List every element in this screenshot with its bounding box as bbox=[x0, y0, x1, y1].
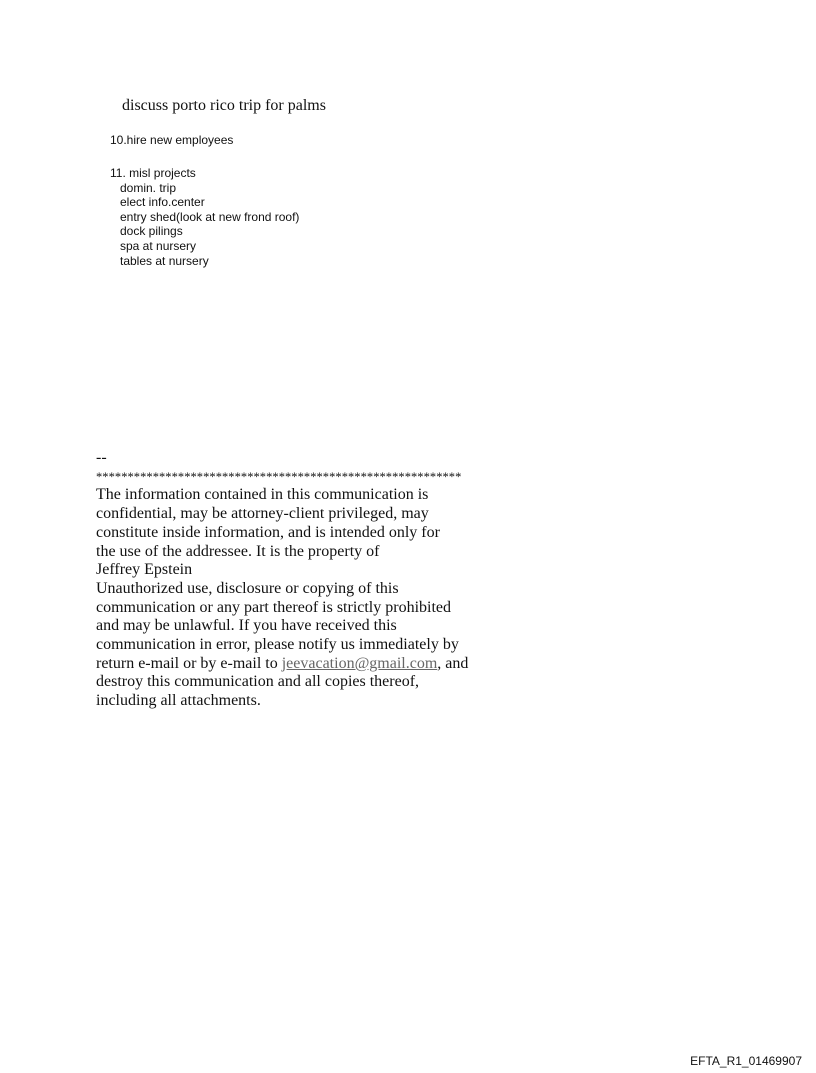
footer-line: communication or any part thereof is strictly prohibited bbox=[96, 598, 452, 616]
footer-line: the use of the addressee. It is the property of bbox=[96, 542, 380, 560]
footer-email-line bbox=[96, 655, 616, 674]
footer-line: Jeffrey Epstein bbox=[96, 561, 193, 579]
list-item: dock pilings bbox=[120, 224, 183, 239]
list-item: spa at nursery bbox=[120, 238, 197, 253]
footer-line: constitute inside information, and is intended only for bbox=[96, 523, 440, 541]
confidentiality-footer bbox=[96, 449, 616, 711]
footer-line: including all attachments. bbox=[96, 692, 261, 710]
footer-line: The information contained in this communication is bbox=[96, 486, 429, 504]
footer-line: communication in error, please notify us immediately by bbox=[96, 636, 459, 654]
footer-line: and may be unlawful. If you have received this bbox=[96, 617, 397, 635]
agenda-item-11 bbox=[110, 166, 299, 268]
email-line-prefix: return e-mail or by e-mail to bbox=[96, 654, 282, 672]
footer-line: confidential, may be attorney-client privileged, may bbox=[96, 505, 429, 523]
list-item: domin. trip bbox=[120, 180, 177, 195]
email-link[interactable]: jeevacation@gmail.com bbox=[281, 654, 438, 672]
list-item: entry shed(look at new frond roof) bbox=[120, 209, 300, 224]
bates-number: EFTA_R1_01469907 bbox=[690, 1054, 802, 1068]
footer-line: Unauthorized use, disclosure or copying of this bbox=[96, 579, 399, 597]
footer-line: destroy this communication and all copies thereof, bbox=[96, 673, 420, 691]
list-item: elect info.center bbox=[120, 195, 205, 210]
signature-separator: -- bbox=[96, 449, 107, 466]
agenda-item-11-subitems bbox=[110, 181, 299, 269]
agenda-item-10: 10.hire new employees bbox=[110, 133, 234, 147]
agenda-heading-line: discuss porto rico trip for palms bbox=[122, 97, 326, 114]
agenda-item-11-title: 11. misl projects bbox=[110, 166, 196, 180]
email-line-suffix: , and bbox=[437, 654, 469, 672]
list-item: tables at nursery bbox=[120, 253, 209, 268]
asterisk-divider: ********************************************************** bbox=[96, 469, 462, 484]
